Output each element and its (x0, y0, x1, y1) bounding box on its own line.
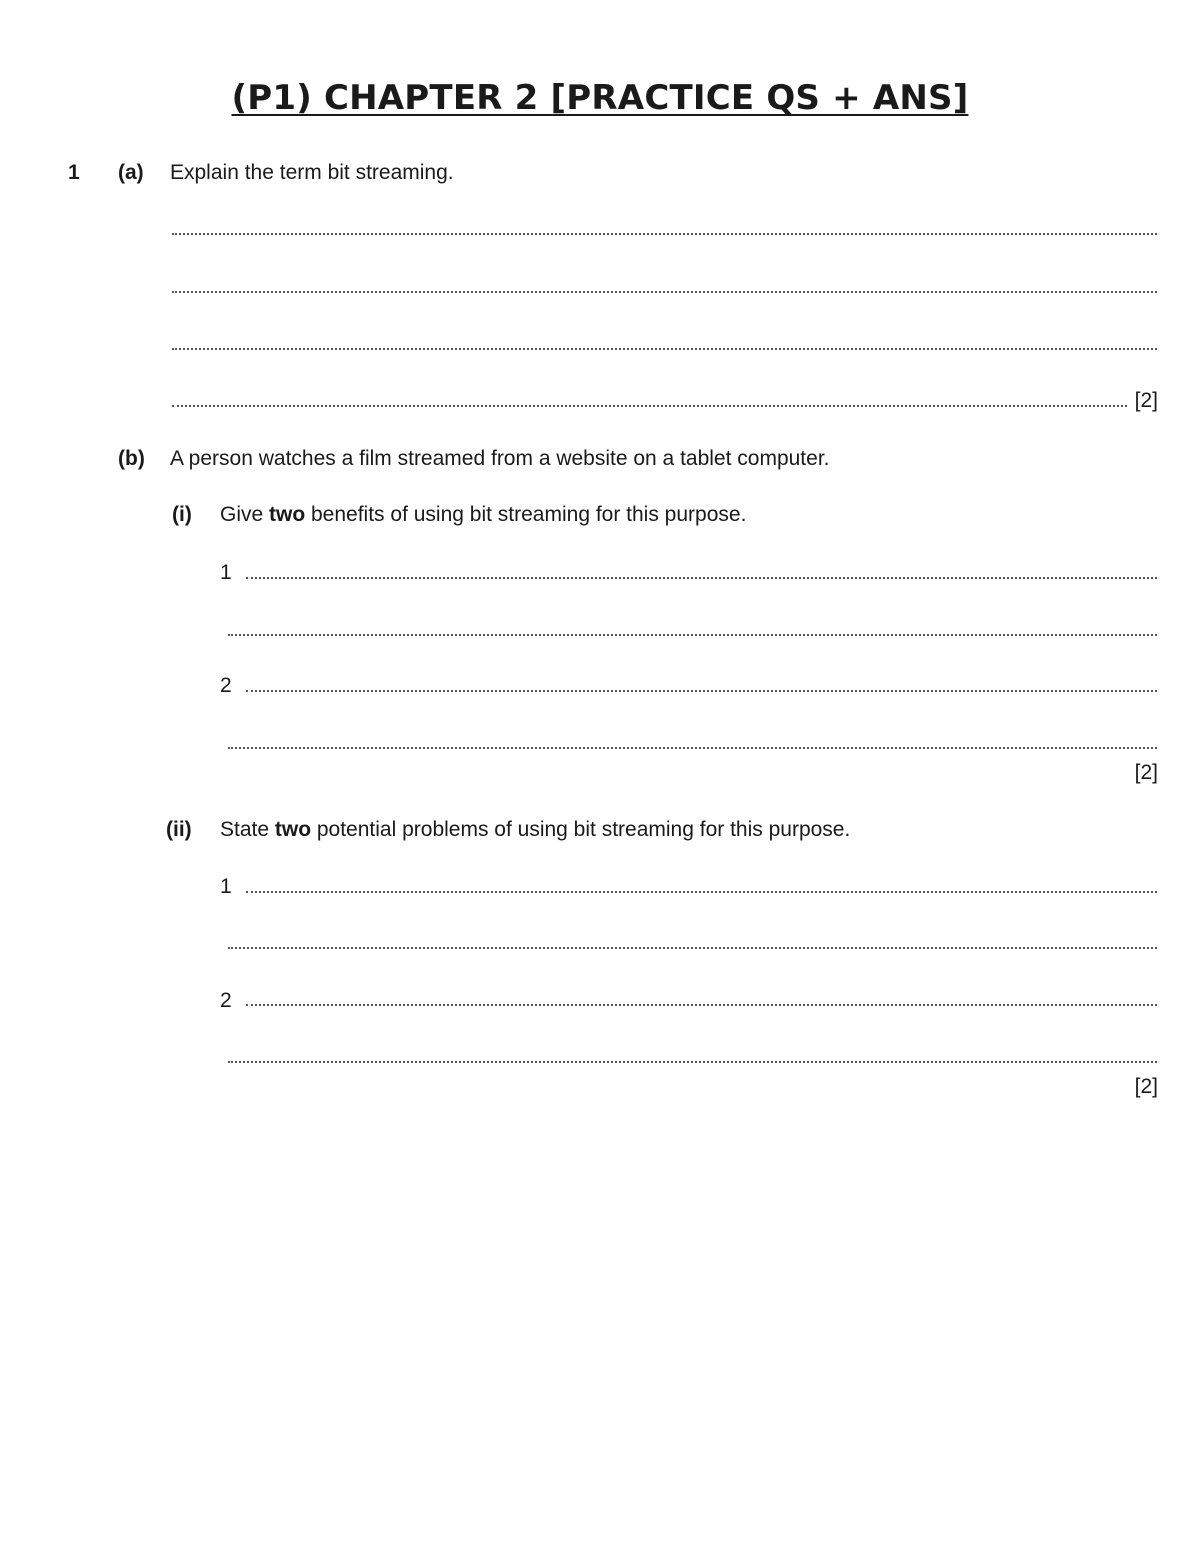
marks-b-ii: [2] (1134, 1075, 1158, 1098)
answer-line-ii2b[interactable] (228, 1061, 1157, 1063)
sub-ii-answer-2-number: 2 (220, 989, 232, 1012)
sub-ii-answer-1-number: 1 (220, 875, 232, 898)
answer-line-a1[interactable] (172, 233, 1157, 235)
answer-line-i1a[interactable] (246, 577, 1157, 579)
answer-line-ii1a[interactable] (246, 891, 1157, 893)
part-b-question: A person watches a film streamed from a website on a tablet computer. (170, 447, 830, 470)
answer-line-ii1b[interactable] (228, 947, 1157, 949)
sub-i-label: (i) (172, 503, 192, 526)
sub-ii-question: State two potential problems of using bit streaming for this purpose. (220, 818, 851, 841)
answer-line-i2a[interactable] (246, 690, 1157, 692)
answer-line-a3[interactable] (172, 348, 1157, 350)
sub-i-question: Give two benefits of using bit streaming for this purpose. (220, 503, 747, 526)
part-a-label: (a) (118, 161, 144, 184)
marks-a: [2] (1134, 389, 1158, 412)
answer-line-i2b[interactable] (228, 747, 1157, 749)
page-title: (P1) CHAPTER 2 [PRACTICE QS + ANS] (231, 78, 969, 118)
answer-line-i1b[interactable] (228, 634, 1157, 636)
marks-b-i: [2] (1134, 761, 1158, 784)
sub-ii-label: (ii) (166, 818, 192, 841)
question-number: 1 (68, 161, 80, 184)
part-b-label: (b) (118, 447, 145, 470)
answer-line-ii2a[interactable] (246, 1004, 1157, 1006)
sub-i-answer-2-number: 2 (220, 674, 232, 697)
sub-i-answer-1-number: 1 (220, 561, 232, 584)
answer-line-a4[interactable] (172, 405, 1127, 407)
part-a-question: Explain the term bit streaming. (170, 161, 454, 184)
answer-line-a2[interactable] (172, 291, 1157, 293)
